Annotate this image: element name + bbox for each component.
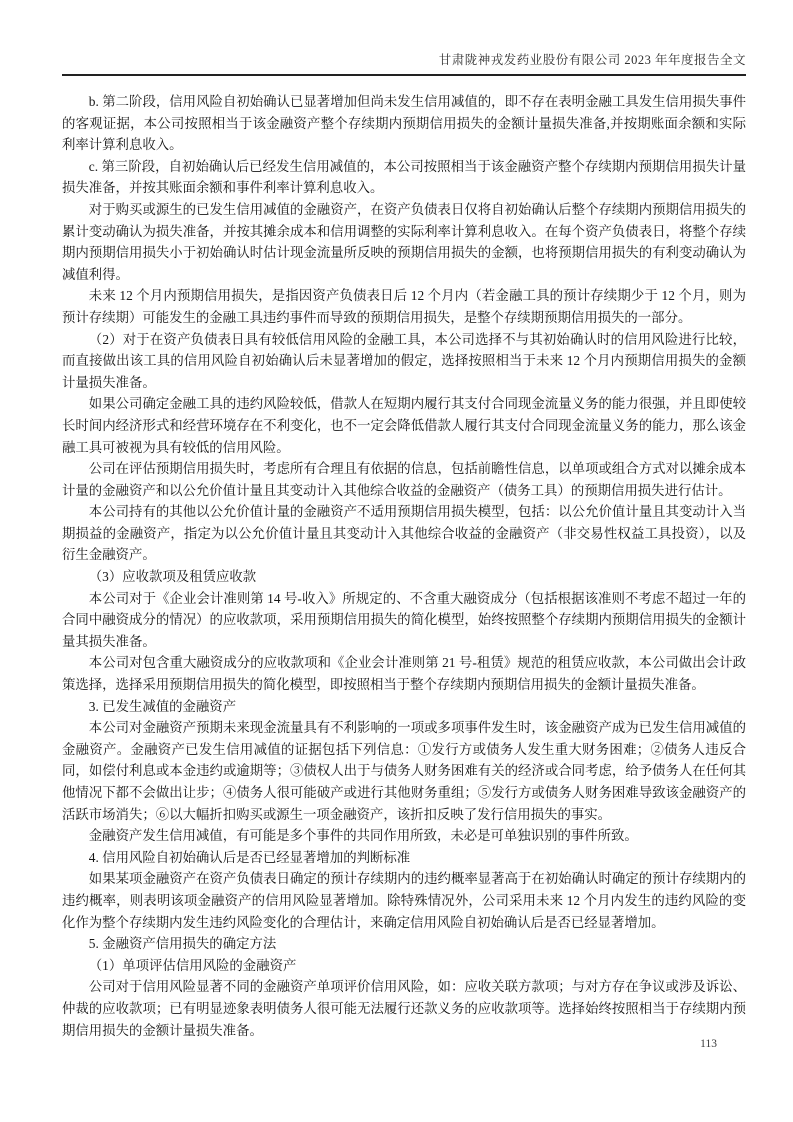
doc-paragraph-stage2: b. 第二阶段，信用风险自初始确认已显著增加但尚未发生信用减值的，即不存在表明金融工具发生信用损失事件的客观证据，本公司按照相当于该金融资产整个存续期内预期信用损失的金额计量损失准备,并按期账面余额和实际利率计算利息收入。 [62, 94, 746, 153]
document-body [62, 91, 746, 1041]
doc-paragraph: 公司在评估预期信用损失时，考虑所有合理且有依据的信息，包括前瞻性信息，以单项或组合方式对以摊余成本计量的金融资产和以公允价值计量且其变动计入其他综合收益的金融资产（债务工具）的预期信用损失进行估计。 [62, 461, 746, 498]
doc-paragraph: 公司对于信用风险显著不同的金融资产单项评价信用风险，如：应收关联方款项；与对方存在争议或涉及诉讼、仲裁的应收款项；已有明显迹象表明债务人很可能无法履行还款义务的应收款项等。选择始终按照相当于存续期内预期信用损失的金额计量损失准备。 [62, 979, 746, 1038]
doc-paragraph: 如果公司确定金融工具的违约风险较低，借款人在短期内履行其支付合同现金流量义务的能力很强，并且即使较长时间内经济形式和经营环境存在不利变化，也不一定会降低借款人履行其支付合同现金流量义务的能力，那么该金融工具可被视为具有较低的信用风险。 [62, 396, 746, 455]
doc-paragraph: 如果某项金融资产在资产负债表日确定的预计存续期内的违约概率显著高于在初始确认时确定的预计存续期内的违约概率，则表明该项金融资产的信用风险显著增加。除特殊情况外，公司采用未来 12 个月内发生的违约风险的变化作为整个存续期内发生违约风险变化的合理估计，来确定信用风险自初始确认后是否已经显著增加。 [62, 871, 746, 930]
doc-heading-loss-method: 5. 金融资产信用损失的确定方法 [88, 936, 277, 952]
doc-paragraph: （2）对于在资产负债表日具有较低信用风险的金融工具，本公司选择不与其初始确认时的信用风险进行比较，而直接做出该工具的信用风险自初始确认后未显著增加的假定，选择按照相当于未来 12 个月内预期信用损失的金额计量损失准备。 [62, 331, 746, 390]
report-header-title: 甘肃陇神戎发药业股份有限公司 2023 年年度报告全文 [438, 53, 746, 67]
doc-paragraph-stage3: c. 第三阶段，自初始确认后已经发生信用减值的，本公司按照相当于该金融资产整个存续期内预期信用损失计量损失准备，并按其账面余额和事件利率计算利息收入。 [62, 158, 746, 196]
doc-paragraph: 金融资产发生信用减值，有可能是多个事件的共同作用所致，未必是可单独识别的事件所致。 [88, 828, 638, 844]
doc-paragraph: 对于购买或源生的已发生信用减值的金融资产，在资产负债表日仅将自初始确认后整个存续期内预期信用损失的累计变动确认为损失准备，并按其摊余成本和信用调整的实际利率计算利息收入。在每个资产负债表日，将整个存续期内预期信用损失小于初始确认时估计现金流量所反映的预期信用损失的金额，也将预期信用损失的有利变动确认为减值利得。 [62, 201, 746, 282]
header-divider-line [62, 74, 746, 76]
doc-paragraph: 本公司对包含重大融资成分的应收款项和《企业会计准则第 21 号-租赁》规范的租赁应收款，本公司做出会计政策选择，选择采用预期信用损失的简化模型，即按照相当于整个存续期内预期信用损失的金额计量损失准备。 [62, 655, 746, 693]
doc-heading-risk-criteria: 4. 信用风险自初始确认后是否已经显著增加的判断标准 [88, 849, 411, 865]
doc-heading-impaired-assets: 3. 已发生减值的金融资产 [88, 698, 237, 714]
doc-paragraph: 本公司对金融资产预期未来现金流量具有不利影响的一项或多项事件发生时，该金融资产成为已发生信用减值的金融资产。金融资产已发生信用减值的证据包括下列信息：①发行方或债务人发生重大财务困难；②债务人违反合同，如偿付利息或本金违约或逾期等；③债权人出于与债务人财务困难有关的经济或合同考虑，给予债务人在任何其他情况下都不会做出让步；④债务人很可能破产或进行其他财务重组；⑤发行方或债务人财务困难导致该金融资产的活跃市场消失；⑥以大幅折扣购买或源生一项金融资产，该折扣反映了发行信用损失的事实。 [62, 720, 746, 822]
page-number: 113 [700, 1038, 717, 1050]
doc-heading-single-assess: （1）单项评估信用风险的金融资产 [88, 957, 297, 973]
doc-paragraph: 本公司持有的其他以公允价值计量的金融资产不适用预期信用损失模型，包括：以公允价值计量且其变动计入当期损益的金融资产，指定为以公允价值计量且其变动计入其他综合收益的金融资产（非交易性权益工具投资），以及衍生金融资产。 [62, 504, 746, 563]
doc-heading-receivables: （3）应收款项及租赁应收款 [88, 569, 257, 585]
doc-paragraph: 本公司对于《企业会计准则第 14 号-收入》所规定的、不含重大融资成分（包括根据该准则不考虑不超过一年的合同中融资成分的情况）的应收款项，采用预期信用损失的简化模型，始终按照整个存续期内预期信用损失的金额计量其损失准备。 [62, 590, 746, 649]
doc-paragraph: 未来 12 个月内预期信用损失，是指因资产负债表日后 12 个月内（若金融工具的预计存续期少于 12 个月，则为预计存续期）可能发生的金融工具违约事件而导致的预期信用损失，是整个存续期预期信用损失的一部分。 [62, 288, 746, 325]
